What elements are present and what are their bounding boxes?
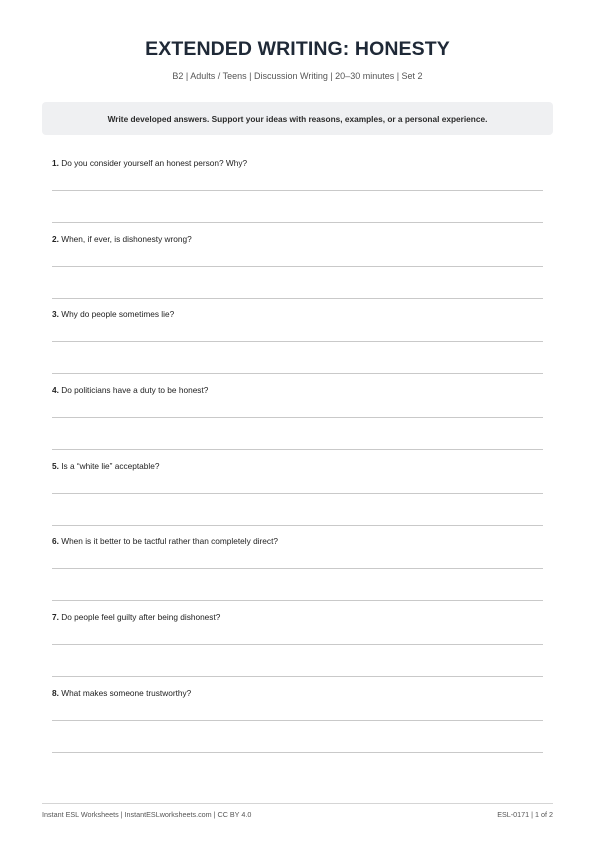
- answer-line[interactable]: [52, 676, 543, 677]
- answer-line[interactable]: [52, 298, 543, 299]
- answer-line[interactable]: [52, 190, 543, 191]
- answer-line[interactable]: [52, 644, 543, 645]
- question-number: 2.: [52, 233, 59, 244]
- question-prompt: [52, 309, 543, 320]
- question-prompt: [52, 461, 543, 472]
- question-text: Is a “white lie” acceptable?: [61, 460, 160, 471]
- question-number: 4.: [52, 385, 59, 396]
- page-subtitle: B2 | Adults / Teens | Discussion Writing | 20–30 minutes | Set 2: [172, 71, 423, 81]
- question-text: What makes someone trustworthy?: [61, 687, 192, 698]
- question-item: [52, 688, 543, 764]
- question-item: [52, 309, 543, 385]
- answer-line[interactable]: [52, 525, 543, 526]
- question-number: 8.: [52, 687, 59, 698]
- question-text: When is it better to be tactful rather than completely direct?: [61, 536, 278, 547]
- answer-line[interactable]: [52, 568, 543, 569]
- answer-line[interactable]: [52, 417, 543, 418]
- question-item: [52, 612, 543, 688]
- question-text: Do politicians have a duty to be honest?: [61, 385, 209, 396]
- question-prompt: [52, 158, 543, 169]
- instructions-box: [42, 102, 553, 135]
- question-prompt: [52, 385, 543, 396]
- question-item: [52, 536, 543, 612]
- question-prompt: [52, 536, 543, 547]
- question-list: [52, 158, 543, 764]
- question-prompt: [52, 612, 543, 623]
- answer-line[interactable]: [52, 720, 543, 721]
- question-number: 7.: [52, 612, 59, 623]
- answer-line[interactable]: [52, 449, 543, 450]
- answer-line[interactable]: [52, 493, 543, 494]
- question-item: [52, 158, 543, 234]
- answer-line[interactable]: [52, 222, 543, 223]
- answer-line[interactable]: [52, 341, 543, 342]
- question-text: Do people feel guilty after being dishonest?: [61, 612, 221, 623]
- answer-line[interactable]: [52, 373, 543, 374]
- answer-line[interactable]: [52, 600, 543, 601]
- question-item: [52, 385, 543, 461]
- question-item: [52, 234, 543, 310]
- question-prompt: [52, 234, 543, 245]
- page-title: EXTENDED WRITING: HONESTY: [145, 38, 450, 60]
- question-number: 6.: [52, 536, 59, 547]
- footer-divider: [42, 803, 553, 804]
- question-number: 3.: [52, 309, 59, 320]
- answer-line[interactable]: [52, 752, 543, 753]
- instructions-text: Write developed answers. Support your ideas with reasons, examples, or a personal experience.: [107, 113, 488, 124]
- question-prompt: [52, 688, 543, 699]
- question-number: 1.: [52, 158, 59, 168]
- footer-page-number: ESL-0171 | 1 of 2: [497, 810, 553, 819]
- footer-credit: Instant ESL Worksheets | InstantESLworksheets.com | CC BY 4.0: [42, 810, 252, 819]
- answer-line[interactable]: [52, 266, 543, 267]
- question-number: 5.: [52, 460, 59, 471]
- question-text: Do you consider yourself an honest person? Why?: [61, 158, 248, 168]
- question-text: Why do people sometimes lie?: [61, 309, 175, 320]
- question-item: [52, 461, 543, 537]
- question-text: When, if ever, is dishonesty wrong?: [61, 233, 192, 244]
